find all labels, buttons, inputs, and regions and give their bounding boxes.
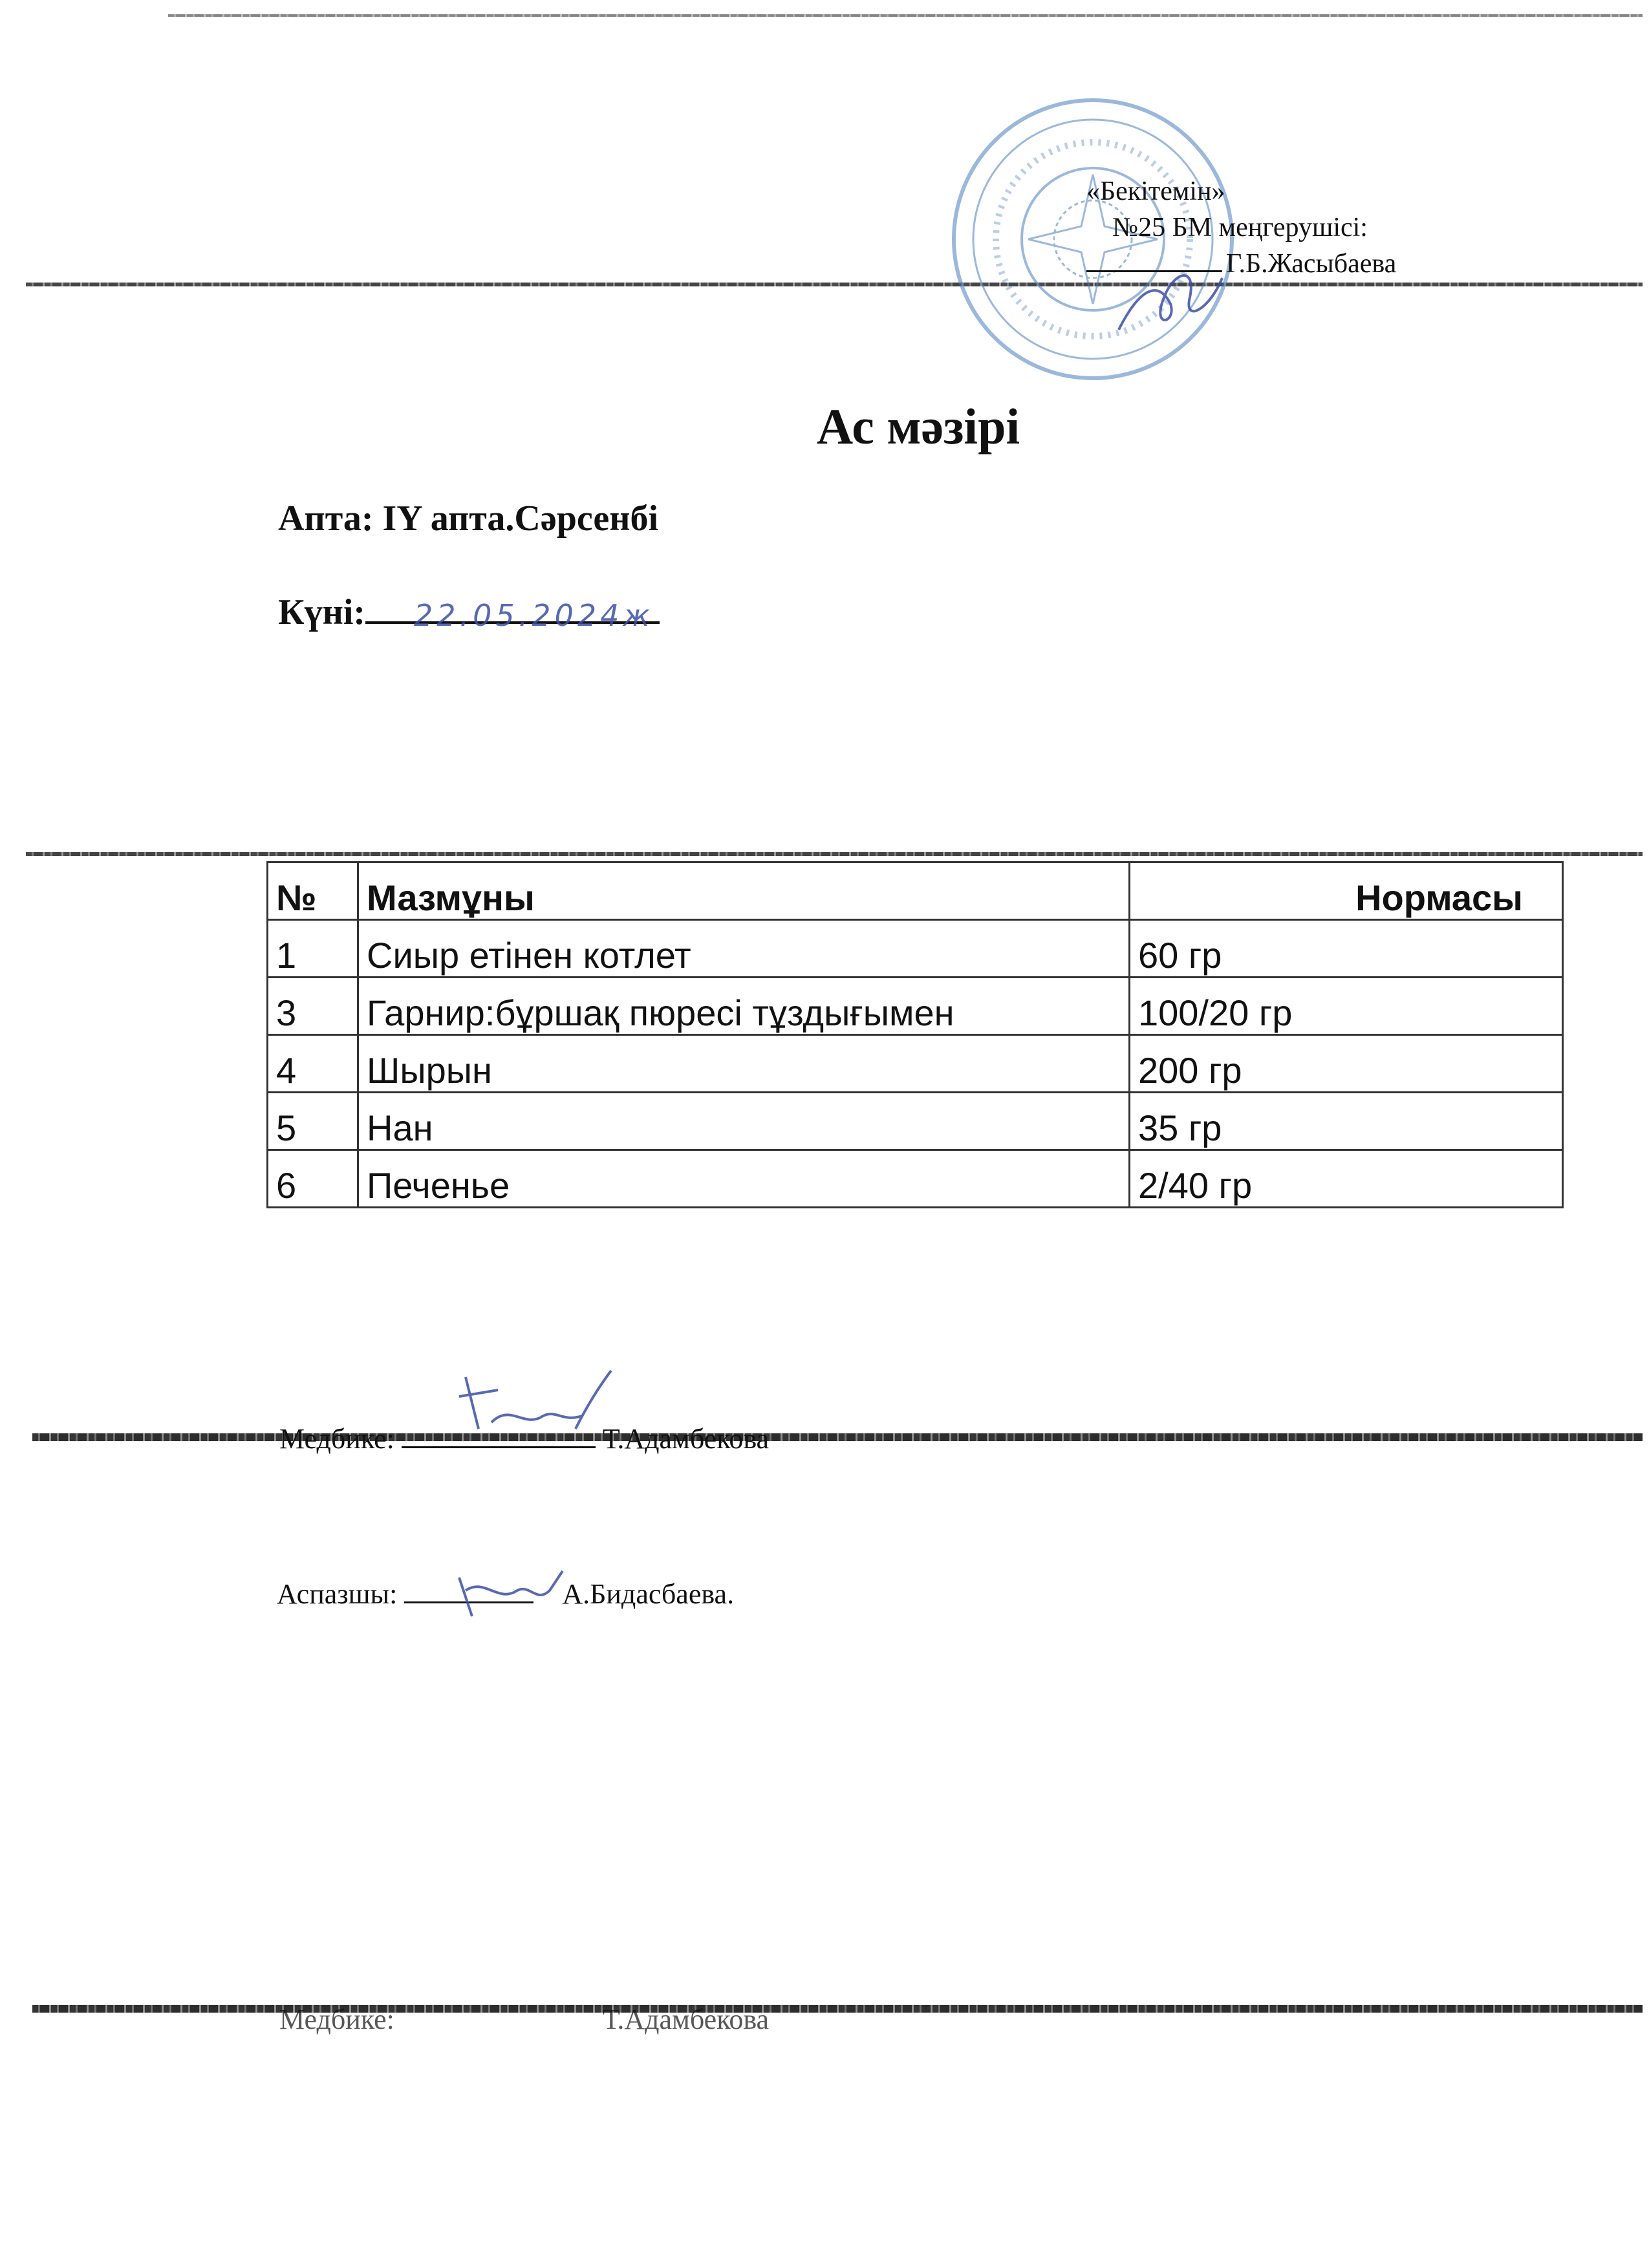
table-row xyxy=(268,1150,1563,1208)
header-content: Мазмұны xyxy=(358,862,1130,920)
scan-artifact-line xyxy=(168,14,1643,17)
scan-artifact-line xyxy=(32,2005,1643,2013)
row-norm: 200 гр xyxy=(1130,1035,1563,1093)
table-row xyxy=(268,1035,1563,1093)
cook-signature xyxy=(453,1565,569,1623)
director-signature xyxy=(1112,252,1229,349)
row-number: 1 xyxy=(268,920,358,978)
row-norm: 2/40 гр xyxy=(1130,1150,1563,1208)
scan-artifact-line xyxy=(32,1433,1643,1441)
date-handwritten: 22.05.2024ж xyxy=(414,598,654,633)
nurse-name: Т.Адамбекова xyxy=(602,1423,770,1455)
row-dish: Печенье xyxy=(358,1150,1130,1208)
row-dish: Гарнир:бұршақ пюресі тұздығымен xyxy=(358,978,1130,1035)
cook-label: Аспазшы: xyxy=(277,1578,398,1610)
week-label: Апта: IY апта.Сәрсенбі xyxy=(278,498,659,539)
cook-name: А.Бидасбаева. xyxy=(562,1578,735,1610)
nurse-label: Медбике: xyxy=(279,1423,394,1455)
row-number: 6 xyxy=(268,1150,358,1208)
row-norm: 100/20 гр xyxy=(1130,978,1563,1035)
scan-artifact-line xyxy=(26,283,1643,286)
row-number: 3 xyxy=(268,978,358,1035)
nurse-signature xyxy=(453,1364,621,1448)
page-title: Ас мәзірі xyxy=(816,398,1020,455)
table-row xyxy=(268,920,1563,978)
row-number: 4 xyxy=(268,1035,358,1093)
header-number: № xyxy=(268,862,358,920)
approval-position: №25 БМ меңгерушісі: xyxy=(1112,213,1368,242)
row-dish: Шырын xyxy=(358,1035,1130,1093)
date-label: Күні: xyxy=(278,592,366,632)
scan-artifact-line xyxy=(26,852,1643,856)
menu-table xyxy=(266,861,1564,1208)
table-row xyxy=(268,1093,1563,1150)
nurse-label: Медбике: xyxy=(279,2004,394,2035)
table-header-row xyxy=(268,862,1563,920)
approval-name: Г.Б.Жасыбаева xyxy=(1226,249,1397,279)
approval-title: «Бекітемін» xyxy=(1086,177,1225,206)
nurse-signature-line-duplicate xyxy=(279,2003,769,2036)
row-dish: Сиыр етінен котлет xyxy=(358,920,1130,978)
signature-underline xyxy=(402,2027,596,2029)
row-number: 5 xyxy=(268,1093,358,1150)
row-dish: Нан xyxy=(358,1093,1130,1150)
row-norm: 35 гр xyxy=(1130,1093,1563,1150)
header-norm: Нормасы xyxy=(1130,862,1563,920)
row-norm: 60 гр xyxy=(1130,920,1563,978)
nurse-name: Т.Адамбекова xyxy=(602,2004,770,2035)
table-row xyxy=(268,978,1563,1035)
